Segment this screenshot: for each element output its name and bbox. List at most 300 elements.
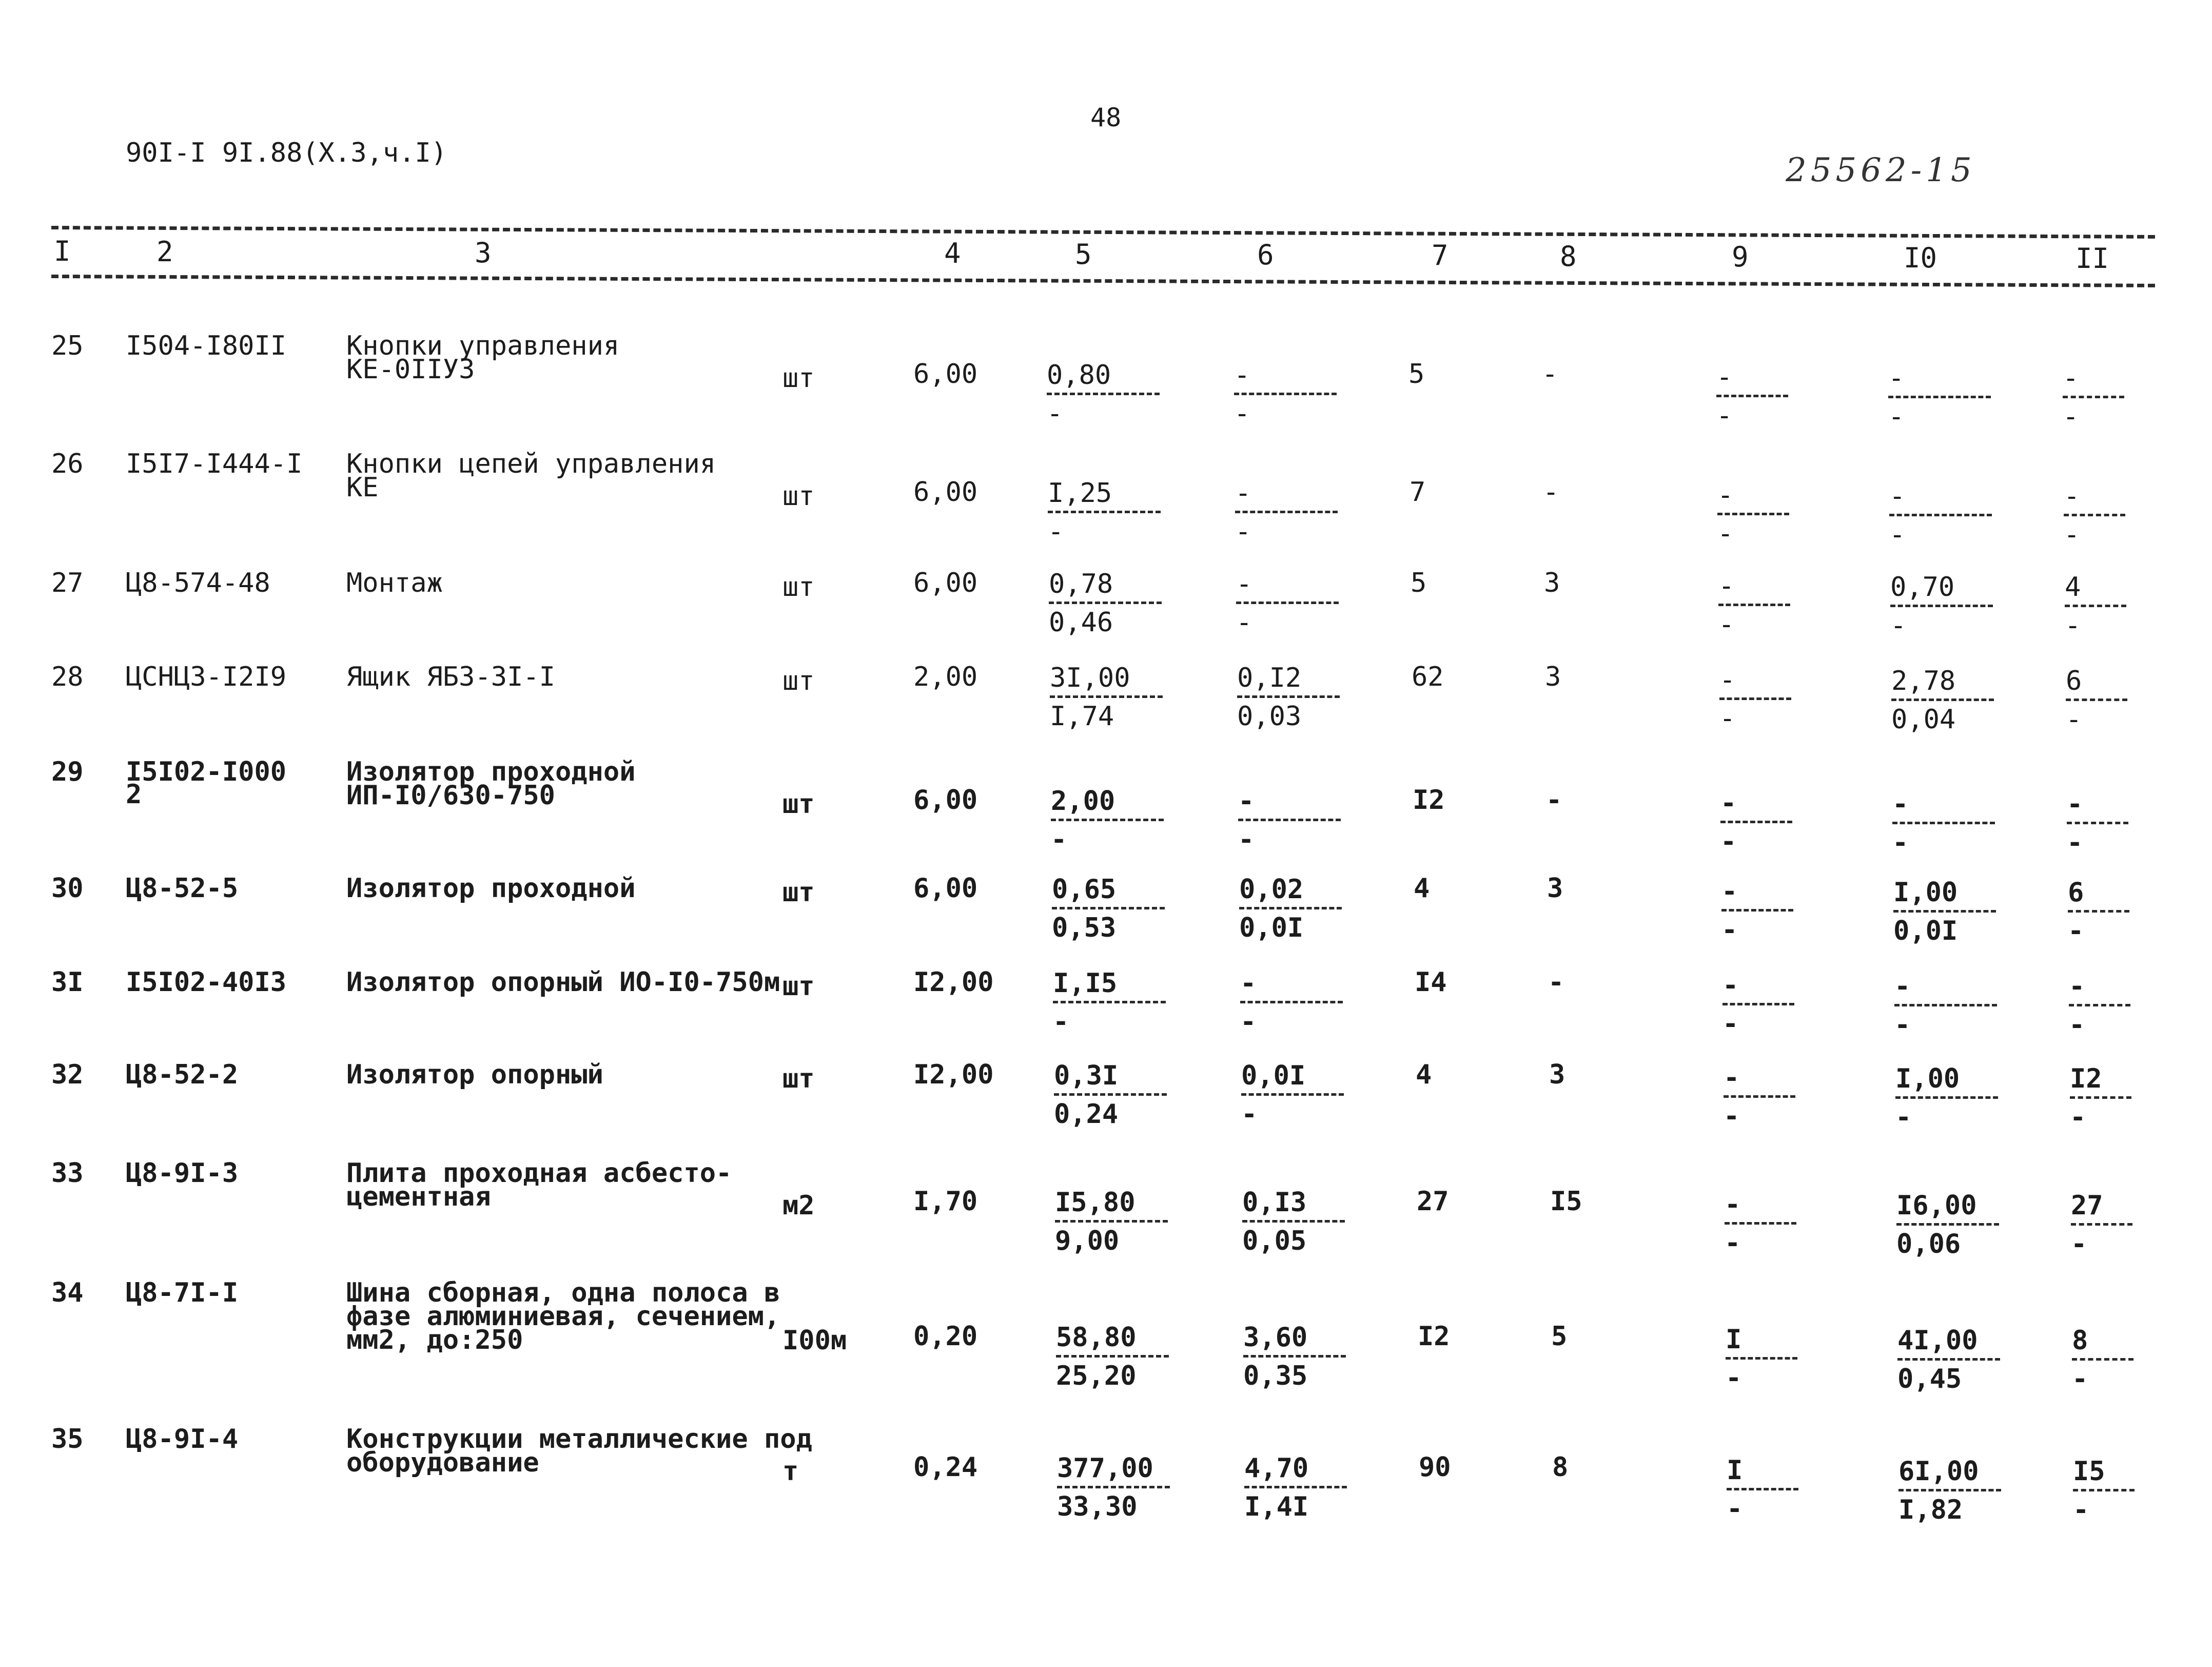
column-header-5: 5 — [1075, 238, 1092, 270]
col11-value-fraction-bar — [2072, 1358, 2133, 1361]
col6-value-denominator: - — [1236, 607, 1252, 638]
col6-value-denominator: - — [1238, 824, 1255, 855]
col11-value-fraction-bar — [2068, 910, 2129, 913]
col9-value-denominator: - — [1719, 703, 1736, 734]
col11-value-numerator: I5 — [2073, 1456, 2105, 1487]
col10-value — [1889, 483, 1992, 548]
col10-value-denominator: - — [1889, 519, 1906, 550]
col11-value-fraction-bar — [2064, 514, 2125, 516]
col5-value-numerator: 3I,00 — [1050, 663, 1130, 693]
col9-value-numerator: I — [1727, 1455, 1743, 1486]
col5-value-numerator: 0,78 — [1049, 569, 1113, 599]
col5-value-numerator: 0,80 — [1047, 360, 1111, 391]
col7-value: 7 — [1410, 477, 1426, 508]
col6-value-numerator: - — [1235, 478, 1251, 509]
item-code: Ц8-52-2 — [126, 1059, 239, 1090]
col5-value — [1050, 665, 1163, 730]
col5-value-fraction-bar — [1051, 819, 1164, 821]
col6-value-fraction-bar — [1235, 511, 1338, 513]
item-name-line: мм2, до:250 — [346, 1325, 523, 1355]
column-header-11: II — [2076, 242, 2109, 275]
row-number: 35 — [51, 1424, 84, 1455]
column-header-10: I0 — [1904, 241, 1937, 274]
col7-value: 4 — [1416, 1059, 1432, 1090]
col8-value: - — [1543, 477, 1559, 508]
col11-value — [2071, 1192, 2132, 1257]
row-number: 29 — [51, 757, 84, 787]
col9-value — [1727, 1457, 1798, 1522]
row-number: 33 — [51, 1158, 84, 1189]
col5-value-fraction-bar — [1055, 1220, 1168, 1223]
col11-value — [2066, 668, 2127, 733]
column-header-6: 6 — [1257, 239, 1274, 271]
col7-value: 62 — [1412, 662, 1444, 692]
col11-value-numerator: 8 — [2072, 1325, 2088, 1356]
col11-value-fraction-bar — [2069, 1004, 2130, 1006]
col6-value-fraction-bar — [1239, 907, 1342, 909]
col9-value-denominator: - — [1726, 1363, 1742, 1393]
unit: шт — [782, 666, 815, 696]
col9-value — [1720, 790, 1792, 855]
col7-value: I2 — [1418, 1321, 1450, 1352]
col11-value-denominator: - — [2064, 519, 2080, 550]
col11-value — [2067, 791, 2128, 856]
col11-value-numerator: - — [2067, 789, 2083, 820]
item-code: I504-I80II — [126, 331, 287, 361]
col7-value: I4 — [1415, 967, 1447, 998]
col11-value-fraction-bar — [2071, 1223, 2132, 1226]
col9-value-denominator: - — [1724, 1101, 1740, 1132]
col11-value-denominator: - — [2069, 1010, 2085, 1040]
col5-value — [1054, 1062, 1167, 1128]
col5-value-denominator: - — [1053, 1006, 1069, 1037]
col9-value-fraction-bar — [1716, 395, 1788, 397]
column-header-1: I — [54, 235, 71, 267]
col9-value — [1726, 1326, 1797, 1391]
column-header-7: 7 — [1432, 239, 1448, 272]
col6-value — [1238, 788, 1341, 853]
col5-value — [1048, 480, 1161, 545]
col6-value-numerator: 0,I3 — [1242, 1187, 1307, 1218]
col7-value: 90 — [1419, 1452, 1451, 1483]
unit: шт — [782, 363, 815, 394]
col9-value-fraction-bar — [1719, 697, 1791, 700]
col6-value — [1243, 1324, 1346, 1389]
row-number: 28 — [51, 662, 84, 692]
col6-value — [1239, 876, 1342, 941]
item-name-line: КЕ — [346, 472, 379, 503]
col5-value — [1047, 362, 1160, 427]
row-number: 27 — [51, 568, 84, 598]
col6-value-denominator: I,4I — [1244, 1491, 1309, 1522]
col11-value-denominator: - — [2068, 916, 2084, 946]
col5-value-denominator: 0,24 — [1054, 1099, 1119, 1130]
col9-value — [1721, 878, 1793, 943]
col5-value-numerator: 2,00 — [1051, 786, 1115, 817]
row-number: 26 — [51, 449, 84, 479]
col9-value-numerator: - — [1719, 665, 1736, 695]
col10-value-numerator: 4I,00 — [1897, 1325, 1978, 1356]
item-name-line: Ящик ЯБ3-3I-I — [346, 662, 555, 692]
unit: м2 — [782, 1190, 815, 1221]
col6-value-denominator: 0,03 — [1237, 701, 1302, 732]
col7-value: I2 — [1413, 785, 1445, 816]
col9-value-denominator: - — [1721, 915, 1738, 945]
item-name-line: Конструкции металлические под — [346, 1424, 812, 1455]
col5-value-fraction-bar — [1049, 602, 1162, 604]
col9-value-fraction-bar — [1727, 1488, 1798, 1490]
col11-value-fraction-bar — [2067, 822, 2128, 824]
col11-value-fraction-bar — [2065, 605, 2126, 607]
col5-value-denominator: 0,46 — [1049, 607, 1113, 638]
col11-value — [2068, 879, 2129, 944]
col10-value-fraction-bar — [1893, 910, 1996, 913]
col6-value-numerator: 3,60 — [1243, 1322, 1308, 1353]
col10-value-fraction-bar — [1890, 605, 1993, 607]
col9-value — [1716, 364, 1788, 429]
item-code: ЦСНЦ3-I2I9 — [126, 662, 287, 692]
col11-value-fraction-bar — [2070, 1096, 2131, 1099]
col11-value-numerator: - — [2064, 481, 2080, 512]
col6-value — [1235, 480, 1338, 545]
col9-value-numerator: - — [1716, 362, 1733, 393]
item-name-line: Кнопки управления — [346, 331, 620, 361]
header-top-rule — [51, 226, 2155, 239]
unit: шт — [782, 1063, 815, 1094]
col10-value-denominator: I,82 — [1898, 1495, 1963, 1525]
col9-value-numerator: I — [1726, 1324, 1742, 1355]
col5-value-denominator: I,74 — [1050, 701, 1114, 732]
col5-value-denominator: 33,30 — [1057, 1491, 1138, 1522]
col5-value-fraction-bar — [1057, 1486, 1170, 1488]
item-code: I5I02-40I3 — [126, 967, 287, 998]
column-header-9: 9 — [1732, 241, 1749, 274]
item-name-line: Кнопки цепей управления — [346, 449, 716, 479]
col8-value: - — [1542, 359, 1558, 390]
col5-value-fraction-bar — [1050, 695, 1163, 698]
col5-value-numerator: 377,00 — [1057, 1453, 1153, 1484]
col11-value-numerator: - — [2063, 363, 2079, 394]
col11-value-denominator: - — [2066, 704, 2082, 735]
col11-value-denominator: - — [2067, 827, 2083, 858]
col10-value — [1888, 365, 1991, 430]
col7-value: 27 — [1417, 1186, 1449, 1217]
col11-value — [2063, 365, 2124, 430]
quantity: 6,00 — [913, 785, 978, 816]
unit: шт — [782, 971, 815, 1002]
col6-value-denominator: 0,35 — [1243, 1361, 1308, 1391]
col7-value: 5 — [1408, 359, 1425, 390]
col6-value-numerator: 0,02 — [1239, 874, 1304, 905]
row-number: 30 — [51, 873, 84, 904]
col5-value-denominator: - — [1047, 398, 1063, 429]
document-id: 90I-I 9I.88(X.3,ч.I) — [126, 138, 447, 168]
col11-value-denominator: - — [2073, 1495, 2089, 1525]
unit: т — [782, 1456, 799, 1487]
col5-value — [1055, 1189, 1168, 1254]
item-name-line: Изолятор опорный — [346, 1059, 603, 1090]
col10-value-fraction-bar — [1898, 1489, 2001, 1491]
col5-value-numerator: 0,3I — [1054, 1060, 1119, 1091]
col10-value — [1894, 973, 1997, 1038]
col6-value-numerator: - — [1236, 569, 1252, 599]
col5-value-fraction-bar — [1053, 1001, 1166, 1003]
col5-value-denominator: - — [1051, 824, 1067, 855]
col5-value-numerator: I,I5 — [1053, 968, 1118, 999]
col9-value-denominator: - — [1716, 400, 1733, 431]
col11-value-denominator: - — [2063, 401, 2079, 432]
handwritten-reference: 25562-15 — [1786, 151, 1976, 189]
item-name-line: Изолятор проходной — [346, 873, 636, 904]
col9-value-denominator: - — [1718, 609, 1735, 640]
col6-value — [1236, 571, 1339, 636]
col6-value-denominator: 0,0I — [1239, 913, 1304, 943]
col8-value: - — [1546, 785, 1562, 816]
col10-value-denominator: - — [1895, 1102, 1912, 1133]
row-number: 3I — [51, 967, 84, 998]
col5-value-denominator: 25,20 — [1056, 1361, 1137, 1391]
col9-value — [1718, 573, 1790, 638]
unit: шт — [782, 481, 815, 512]
col11-value — [2073, 1458, 2135, 1523]
col10-value-denominator: - — [1890, 610, 1907, 641]
col10-value-fraction-bar — [1897, 1358, 2000, 1361]
item-name-line: оборудование — [346, 1447, 539, 1478]
quantity: 6,00 — [913, 359, 978, 390]
col7-value: 5 — [1411, 568, 1427, 598]
item-name-line: Плита проходная асбесто- — [346, 1158, 732, 1189]
col9-value-numerator: - — [1721, 876, 1738, 907]
col8-value: - — [1548, 967, 1564, 998]
col5-value — [1053, 970, 1166, 1035]
col10-value-numerator: I,00 — [1893, 877, 1958, 908]
quantity: 6,00 — [913, 568, 978, 598]
col5-value-numerator: 58,80 — [1056, 1322, 1137, 1353]
quantity: 0,24 — [913, 1452, 978, 1483]
col9-value — [1717, 482, 1789, 547]
item-name-line: Изолятор проходной — [346, 757, 636, 787]
col9-value-numerator: - — [1725, 1189, 1741, 1220]
col9-value-numerator: - — [1718, 571, 1735, 602]
col9-value — [1724, 1064, 1795, 1130]
unit: шт — [782, 877, 815, 908]
col9-value-denominator: - — [1717, 518, 1734, 549]
col6-value — [1237, 665, 1340, 730]
col5-value-denominator: 9,00 — [1055, 1226, 1120, 1256]
col8-value: 3 — [1545, 662, 1561, 692]
col11-value — [2065, 574, 2126, 639]
col10-value-numerator: - — [1888, 363, 1905, 394]
col10-value-numerator: I6,00 — [1896, 1190, 1977, 1221]
col5-value-fraction-bar — [1048, 511, 1161, 513]
col11-value-fraction-bar — [2066, 699, 2127, 701]
col11-value-fraction-bar — [2063, 396, 2124, 398]
item-code: Ц8-574-48 — [126, 568, 270, 598]
col5-value-numerator: 0,65 — [1052, 874, 1117, 905]
col6-value-denominator: - — [1241, 1099, 1258, 1130]
col11-value — [2070, 1065, 2131, 1131]
column-header-8: 8 — [1560, 240, 1577, 273]
col9-value — [1719, 667, 1791, 732]
quantity: I,70 — [913, 1186, 978, 1217]
col9-value-fraction-bar — [1718, 604, 1790, 606]
col10-value-numerator: 6I,00 — [1898, 1456, 1979, 1487]
col5-value — [1057, 1455, 1170, 1520]
quantity: 6,00 — [913, 873, 978, 904]
col6-value-fraction-bar — [1237, 695, 1340, 698]
col10-value-numerator: 0,70 — [1890, 572, 1955, 603]
item-name-line: Монтаж — [346, 568, 443, 598]
unit: шт — [782, 789, 815, 820]
col9-value-numerator: - — [1720, 788, 1737, 819]
col9-value — [1722, 972, 1794, 1037]
unit: шт — [782, 572, 815, 603]
item-code: Ц8-7I-I — [126, 1277, 239, 1308]
col6-value-fraction-bar — [1238, 819, 1341, 821]
col8-value: 3 — [1549, 1059, 1565, 1090]
col10-value-fraction-bar — [1895, 1096, 1998, 1099]
col5-value — [1049, 571, 1162, 636]
col10-value-fraction-bar — [1888, 396, 1991, 398]
quantity: I2,00 — [913, 1059, 994, 1090]
col6-value-fraction-bar — [1241, 1093, 1344, 1096]
col7-value: 4 — [1414, 873, 1430, 904]
col8-value: 3 — [1544, 568, 1560, 598]
col6-value-fraction-bar — [1243, 1355, 1346, 1358]
item-code: Ц8-9I-4 — [126, 1424, 239, 1455]
col9-value-fraction-bar — [1722, 1003, 1794, 1005]
col10-value — [1897, 1327, 2000, 1392]
col8-value: I5 — [1550, 1186, 1582, 1217]
col9-value-denominator: - — [1725, 1228, 1741, 1258]
col11-value — [2072, 1327, 2133, 1392]
quantity: I2,00 — [913, 967, 994, 998]
col10-value-denominator: 0,45 — [1897, 1364, 1962, 1394]
unit: I00м — [782, 1325, 847, 1356]
col6-value-numerator: - — [1238, 786, 1255, 817]
col6-value-denominator: 0,05 — [1242, 1226, 1307, 1256]
col5-value-denominator: - — [1048, 516, 1064, 547]
col10-value-fraction-bar — [1891, 699, 1994, 701]
col5-value — [1056, 1324, 1169, 1389]
col11-value — [2064, 483, 2125, 548]
col10-value-numerator: - — [1889, 481, 1906, 512]
col6-value-fraction-bar — [1242, 1220, 1345, 1223]
col6-value-numerator: 0,I2 — [1237, 663, 1302, 693]
col5-value-fraction-bar — [1052, 907, 1165, 909]
col5-value-denominator: 0,53 — [1052, 913, 1117, 943]
item-code-suffix: 2 — [126, 779, 142, 810]
col6-value-numerator: 0,0I — [1241, 1060, 1306, 1091]
col10-value-denominator: 0,0I — [1893, 916, 1958, 946]
col6-value — [1242, 1189, 1345, 1254]
col5-value-numerator: I5,80 — [1055, 1187, 1136, 1218]
col9-value-numerator: - — [1724, 1062, 1740, 1093]
page-number: 48 — [1090, 103, 1122, 132]
column-header-2: 2 — [156, 236, 173, 268]
col8-value: 3 — [1547, 873, 1563, 904]
col11-value-numerator: 6 — [2066, 666, 2082, 696]
col11-value-numerator: 4 — [2065, 572, 2081, 603]
col10-value-fraction-bar — [1892, 822, 1995, 824]
col6-value-numerator: - — [1240, 968, 1257, 999]
row-number: 32 — [51, 1059, 84, 1090]
col11-value-numerator: 6 — [2068, 877, 2084, 908]
item-name-line: ИП-I0/630-750 — [346, 780, 555, 811]
col6-value-fraction-bar — [1236, 602, 1339, 604]
row-number: 25 — [51, 331, 84, 361]
col11-value-denominator: - — [2065, 610, 2081, 641]
col6-value-fraction-bar — [1244, 1486, 1347, 1488]
col6-value-denominator: - — [1240, 1006, 1257, 1037]
col10-value-numerator: I,00 — [1895, 1063, 1960, 1094]
col10-value-numerator: - — [1892, 789, 1909, 820]
col11-value-fraction-bar — [2073, 1489, 2135, 1491]
col10-value-fraction-bar — [1889, 514, 1992, 516]
col6-value-denominator: - — [1234, 398, 1250, 429]
col6-value — [1240, 970, 1343, 1035]
col9-value-fraction-bar — [1717, 513, 1789, 515]
item-code: Ц8-52-5 — [126, 873, 239, 904]
col6-value — [1234, 362, 1337, 427]
quantity: 6,00 — [913, 477, 978, 508]
col11-value-numerator: I2 — [2070, 1063, 2102, 1094]
col10-value — [1893, 879, 1996, 944]
col9-value-fraction-bar — [1725, 1222, 1796, 1225]
col6-value — [1241, 1062, 1344, 1128]
row-number: 34 — [51, 1277, 84, 1308]
col6-value-numerator: 4,70 — [1244, 1453, 1309, 1484]
col6-value-fraction-bar — [1240, 1001, 1343, 1003]
col9-value-denominator: - — [1722, 1009, 1739, 1039]
col6-value-fraction-bar — [1234, 393, 1337, 395]
col11-value-denominator: - — [2072, 1364, 2088, 1394]
item-name-line: Шина сборная, одна полоса в — [346, 1277, 780, 1308]
item-code: Ц8-9I-3 — [126, 1158, 239, 1189]
col10-value-fraction-bar — [1894, 1004, 1997, 1006]
item-name-line: Изолятор опорный ИО-I0-750м — [346, 967, 780, 998]
col8-value: 8 — [1552, 1452, 1569, 1483]
col10-value-fraction-bar — [1896, 1223, 1999, 1226]
col5-value — [1051, 788, 1164, 853]
item-name-line: КЕ-0IIУ3 — [346, 354, 475, 385]
col11-value — [2069, 973, 2130, 1038]
col9-value-fraction-bar — [1726, 1357, 1797, 1360]
col10-value-denominator: - — [1892, 827, 1909, 858]
col10-value — [1890, 574, 1993, 639]
col9-value-denominator: - — [1727, 1494, 1743, 1524]
col9-value-fraction-bar — [1720, 821, 1792, 823]
col11-value-denominator: - — [2071, 1229, 2087, 1259]
col9-value — [1725, 1191, 1796, 1256]
col8-value: 5 — [1551, 1321, 1568, 1352]
col6-value — [1244, 1455, 1347, 1520]
col10-value — [1896, 1192, 1999, 1257]
col11-value-denominator: - — [2070, 1102, 2086, 1133]
col11-value-numerator: 27 — [2071, 1190, 2103, 1221]
col5-value-fraction-bar — [1054, 1093, 1167, 1096]
col10-value — [1895, 1065, 1998, 1131]
col10-value-denominator: - — [1888, 401, 1905, 432]
column-header-3: 3 — [475, 236, 492, 269]
item-code: I5I7-I444-I — [126, 449, 303, 479]
col5-value-numerator: I,25 — [1048, 478, 1112, 509]
quantity: 2,00 — [913, 662, 978, 692]
col5-value — [1052, 876, 1165, 941]
col9-value-numerator: - — [1717, 480, 1734, 511]
col10-value-numerator: - — [1894, 971, 1911, 1002]
col10-value-denominator: 0,06 — [1896, 1229, 1961, 1259]
